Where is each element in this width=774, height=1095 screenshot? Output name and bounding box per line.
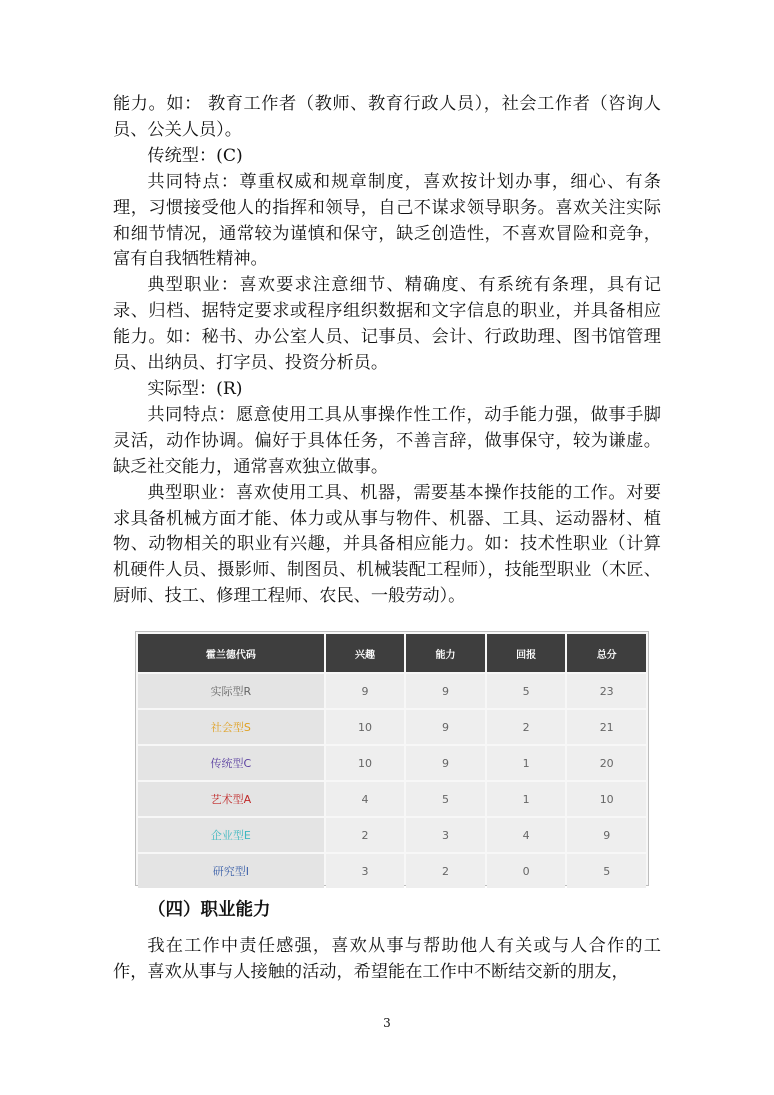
cell-total: 10 (567, 782, 646, 816)
cell-reward: 1 (487, 746, 566, 780)
paragraph: 能力。如： 教育工作者（教师、教育行政人员），社会工作者（咨询人员、公关人员）。 (113, 94, 661, 140)
cell-total: 9 (567, 818, 646, 852)
cell-interest: 4 (326, 782, 405, 816)
cell-ability: 9 (406, 710, 485, 744)
cell-ability: 2 (406, 854, 485, 888)
cell-ability: 9 (406, 746, 485, 780)
body-text (113, 92, 661, 610)
header-ability: 能力 (406, 634, 485, 672)
cell-total: 21 (567, 710, 646, 744)
cell-interest: 10 (326, 710, 405, 744)
cell-reward: 1 (487, 782, 566, 816)
header-code: 霍兰德代码 (138, 634, 324, 672)
type-heading-c: 传统型：(C) (147, 145, 243, 166)
paragraph: 典型职业：喜欢使用工具、机器，需要基本操作技能的工作。对要求具备机械方面才能、体力或从事与物件、机器、工具、运动器材、植物、动物相关的职业有兴趣，并具备相应能力。如：技术性职业（计算机硬件人员、摄影师、制图员、机械装配工程师），技能型职业（木匠、厨师、技工、修理工程师、农民、一般劳动）。 (113, 482, 661, 607)
paragraph: 共同特点：愿意使用工具从事操作性工作，动手能力强，做事手脚灵活，动作协调。偏好于具体任务，不善言辞，做事保守，较为谦虚。缺乏社交能力，通常喜欢独立做事。 (113, 404, 661, 477)
cell-reward: 0 (487, 854, 566, 888)
cell-code: 实际型R (138, 674, 324, 708)
cell-ability: 5 (406, 782, 485, 816)
cell-code: 社会型S (138, 710, 324, 744)
cell-reward: 4 (487, 818, 566, 852)
cell-interest: 9 (326, 674, 405, 708)
table-row (138, 674, 646, 708)
cell-total: 5 (567, 854, 646, 888)
table-row (138, 854, 646, 888)
header-reward: 回报 (487, 634, 566, 672)
cell-interest: 10 (326, 746, 405, 780)
closing-text (113, 933, 661, 985)
table-row (138, 746, 646, 780)
cell-interest: 2 (326, 818, 405, 852)
table-row (138, 710, 646, 744)
cell-total: 23 (567, 674, 646, 708)
table-header-row (138, 634, 646, 672)
cell-code: 企业型E (138, 818, 324, 852)
paragraph: 我在工作中责任感强，喜欢从事与帮助他人有关或与人合作的工作，喜欢从事与人接触的活动，希望能在工作中不断结交新的朋友， (113, 936, 661, 982)
cell-reward: 2 (487, 710, 566, 744)
holland-score-table (135, 631, 649, 886)
header-total: 总分 (567, 634, 646, 672)
cell-code: 研究型I (138, 854, 324, 888)
cell-interest: 3 (326, 854, 405, 888)
cell-ability: 9 (406, 674, 485, 708)
header-interest: 兴趣 (326, 634, 405, 672)
cell-reward: 5 (487, 674, 566, 708)
paragraph: 典型职业：喜欢要求注意细节、精确度、有系统有条理，具有记录、归档、据特定要求或程序组织数据和文字信息的职业，并具备相应能力。如：秘书、办公室人员、记事员、会计、行政助理、图书馆管理员、出纳员、打字员、投资分析员。 (113, 275, 661, 374)
section-title: （四）职业能力 (148, 900, 271, 920)
cell-code: 艺术型A (138, 782, 324, 816)
cell-ability: 3 (406, 818, 485, 852)
type-heading-r: 实际型：(R) (147, 378, 243, 399)
table-row (138, 782, 646, 816)
cell-total: 20 (567, 746, 646, 780)
cell-code: 传统型C (138, 746, 324, 780)
paragraph: 共同特点：尊重权威和规章制度，喜欢按计划办事，细心、有条理，习惯接受他人的指挥和领导，自己不谋求领导职务。喜欢关注实际和细节情况，通常较为谨慎和保守，缺乏创造性，不喜欢冒险和竞争，富有自我牺牲精神。 (113, 171, 661, 270)
page-number: 3 (383, 1016, 391, 1030)
table-row (138, 818, 646, 852)
